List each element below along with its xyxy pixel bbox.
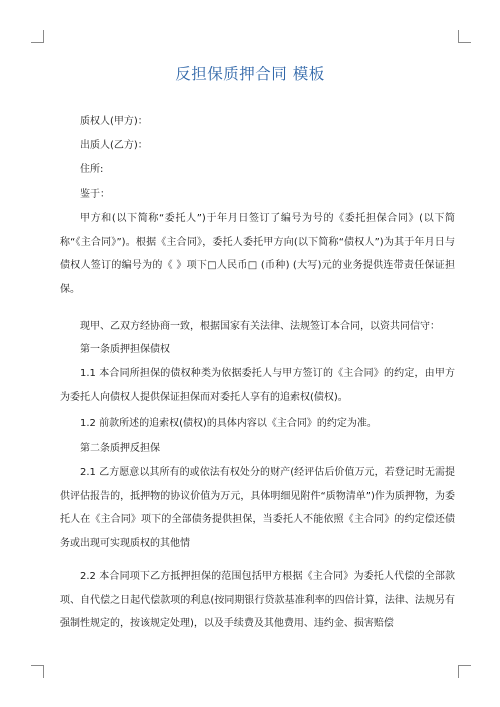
paragraph-address: 住所:	[80, 164, 104, 175]
paragraph-agreement: 现甲、乙双方经协商一致，根据国家有关法律、法规签订本合同，以资共同信守：	[80, 321, 440, 332]
paragraph-background: 甲方和(以下简称“委托人”)于年月日签订了编号为号的《委托担保合同》(以下简称“《主合同》”)。根据《主合同》，委托人委托甲方向(以下简称“债权人”)为其于年月日与债权人签订的编号为的《 》项下□人民币□ (币种) (大写)元的业务提供连带责任保证担保。	[60, 213, 455, 295]
crop-mark-bottom-right	[458, 665, 471, 678]
heading-article-2: 第二条质押反担保	[80, 443, 160, 454]
paragraph-pledgee: 质权人(甲方)：	[80, 116, 148, 127]
paragraph-1-2: 1.2 前款所述的追索权(债权)的具体内容以《主合同》的约定为准。	[80, 418, 377, 429]
paragraph-2-2: 2.2 本合同项下乙方抵押担保的范围包括甲方根据《主合同》为委托人代偿的全部款项、自代偿之日起代偿款项的利息(按同期银行贷款基准利率的四倍计算，法律、法规另有强制性规定的，按该规定处理)，以及手续费及其他费用、违约金、损害赔偿	[60, 571, 455, 629]
heading-article-1: 第一条质押担保债权	[80, 344, 170, 355]
crop-mark-top-left	[31, 30, 44, 43]
crop-mark-top-right	[458, 30, 471, 43]
paragraph-pledgor: 出质人(乙方)：	[80, 140, 148, 151]
paragraph-2-1: 2.1 乙方愿意以其所有的或依法有权处分的财产(经评估后价值万元，若登记时无需提供评估报告的，抵押物的协议价值为万元，具体明细见附件“质物清单”)作为质押物，为委托人在《主合同》项下的全部债务提供担保，当委托人不能依照《主合同》的约定偿还债务或出现可实现质权的其他情	[60, 467, 455, 549]
document-title: 反担保质押合同 模板	[175, 65, 325, 83]
paragraph-whereas: 鉴于：	[80, 189, 110, 200]
crop-mark-bottom-left	[31, 665, 44, 678]
paragraph-1-1: 1.1 本合同所担保的债权种类为依据委托人与甲方签订的《主合同》的约定，由甲方为委托人向债权人提供保证担保而对委托人享有的追索权(债权)。	[60, 368, 455, 403]
